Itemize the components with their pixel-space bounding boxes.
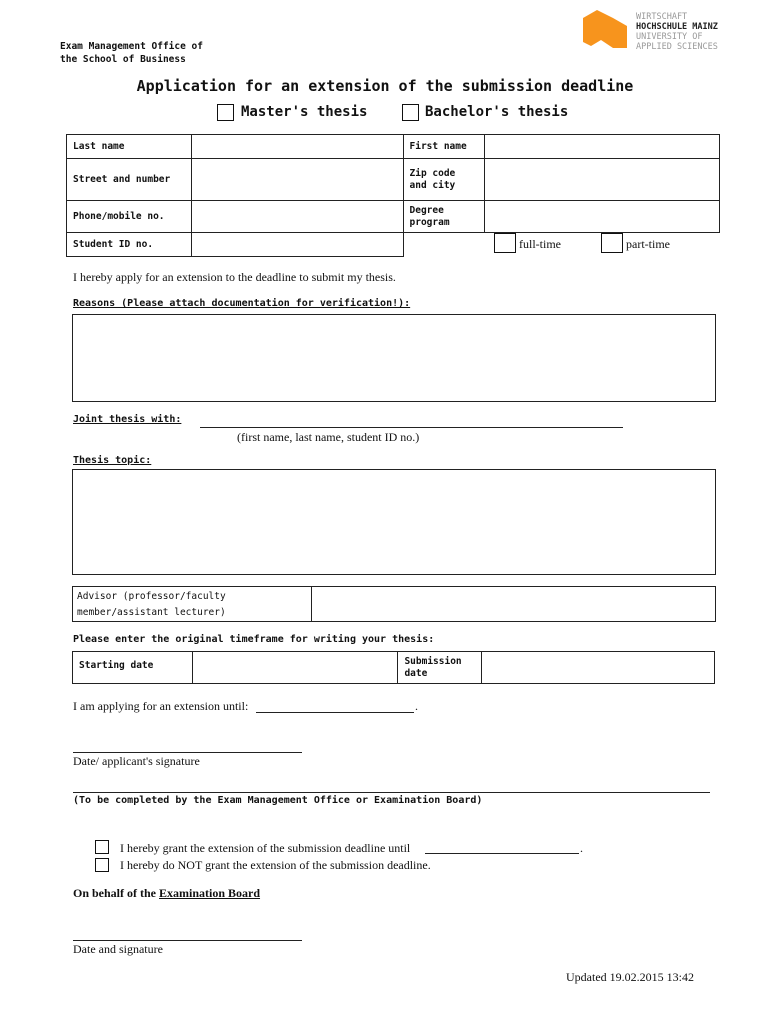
masters-checkbox[interactable] (217, 104, 234, 121)
grant-period: . (580, 841, 583, 855)
full-time-label: full-time (519, 237, 561, 251)
thesis-topic-textarea[interactable] (72, 469, 716, 575)
logo-line-3: UNIVERSITY OF (636, 32, 703, 42)
part-time-checkbox[interactable] (601, 233, 623, 253)
zip-line-1: Zip code (409, 168, 456, 179)
masters-label: Master's thesis (241, 104, 368, 120)
board-signature-label: Date and signature (73, 942, 163, 956)
advisor-row (72, 586, 716, 622)
reasons-heading: Reasons (Please attach documentation for verification!): (73, 298, 411, 309)
phone-label: Phone/mobile no. (67, 201, 192, 233)
extension-period: . (415, 699, 418, 713)
office-line-2: the School of Business (60, 54, 186, 65)
starting-date-field[interactable] (192, 652, 398, 684)
advisor-line-2: member/assistant lecturer) (77, 607, 226, 618)
last-name-label: Last name (67, 135, 192, 159)
deny-checkbox[interactable] (95, 858, 109, 872)
grant-statement: I hereby grant the extension of the submission deadline until (120, 841, 411, 855)
degree-label (403, 201, 485, 233)
extension-date-line[interactable] (256, 712, 414, 713)
advisor-field[interactable] (313, 587, 715, 621)
reasons-textarea[interactable] (72, 314, 716, 402)
board-signature-line[interactable] (73, 940, 302, 941)
applicant-signature-line[interactable] (73, 752, 302, 753)
thesis-topic-heading: Thesis topic: (73, 455, 152, 466)
student-id-field[interactable] (191, 233, 403, 257)
joint-thesis-heading: Joint thesis with: (73, 414, 182, 425)
degree-field[interactable] (485, 201, 720, 233)
office-section-heading: (To be completed by the Exam Management Office or Examination Board) (73, 795, 483, 806)
submission-date-label (398, 652, 482, 684)
degree-line-1: Degree (409, 205, 444, 216)
behalf-line (73, 886, 260, 901)
bachelors-label: Bachelor's thesis (425, 104, 569, 120)
student-id-label: Student ID no. (67, 233, 192, 257)
advisor-line-1: Advisor (professor/faculty (77, 591, 226, 602)
office-section-rule (73, 792, 710, 793)
form-title: Application for an extension of the submission deadline (136, 77, 634, 95)
degree-line-2: program (409, 216, 450, 228)
grant-date-line[interactable] (425, 853, 579, 854)
starting-date-label: Starting date (73, 652, 193, 684)
grant-checkbox[interactable] (95, 840, 109, 854)
bachelors-checkbox[interactable] (402, 104, 419, 121)
advisor-label (73, 587, 312, 621)
apply-statement: I hereby apply for an extension to the deadline to submit my thesis. (73, 270, 396, 284)
timeframe-heading: Please enter the original timeframe for writing your thesis: (73, 634, 435, 645)
examination-board: Examination Board (159, 886, 261, 900)
first-name-label: First name (403, 135, 485, 159)
behalf-prefix: On behalf of the (73, 886, 160, 900)
last-name-field[interactable] (191, 135, 403, 159)
phone-field[interactable] (191, 201, 403, 233)
office-line-1: Exam Management Office of (60, 41, 203, 52)
joint-thesis-line[interactable] (200, 427, 623, 428)
street-label: Street and number (67, 159, 192, 201)
part-time-label: part-time (626, 237, 670, 251)
deny-statement: I hereby do NOT grant the extension of the submission deadline. (120, 858, 431, 872)
submission-line-2: date (404, 667, 428, 679)
timeframe-table (72, 651, 715, 684)
study-mode-cell (403, 233, 720, 257)
logo-line-2: HOCHSCHULE MAINZ (636, 22, 718, 32)
street-field[interactable] (191, 159, 403, 201)
zip-city-label (403, 159, 485, 201)
logo-line-1: WIRTSCHAFT (636, 12, 688, 22)
updated-timestamp: Updated 19.02.2015 13:42 (566, 970, 694, 984)
first-name-field[interactable] (485, 135, 720, 159)
joint-thesis-hint: (first name, last name, student ID no.) (237, 430, 420, 444)
submission-date-field[interactable] (482, 652, 715, 684)
office-name (60, 40, 203, 66)
zip-city-field[interactable] (485, 159, 720, 201)
logo-line-4: APPLIED SCIENCES (636, 42, 718, 52)
logo-text (636, 12, 718, 52)
zip-line-2: and city (409, 179, 456, 191)
submission-line-1: Submission (404, 656, 462, 667)
applicant-signature-label: Date/ applicant's signature (73, 754, 200, 768)
extension-statement: I am applying for an extension until: (73, 699, 249, 713)
full-time-checkbox[interactable] (494, 233, 516, 253)
